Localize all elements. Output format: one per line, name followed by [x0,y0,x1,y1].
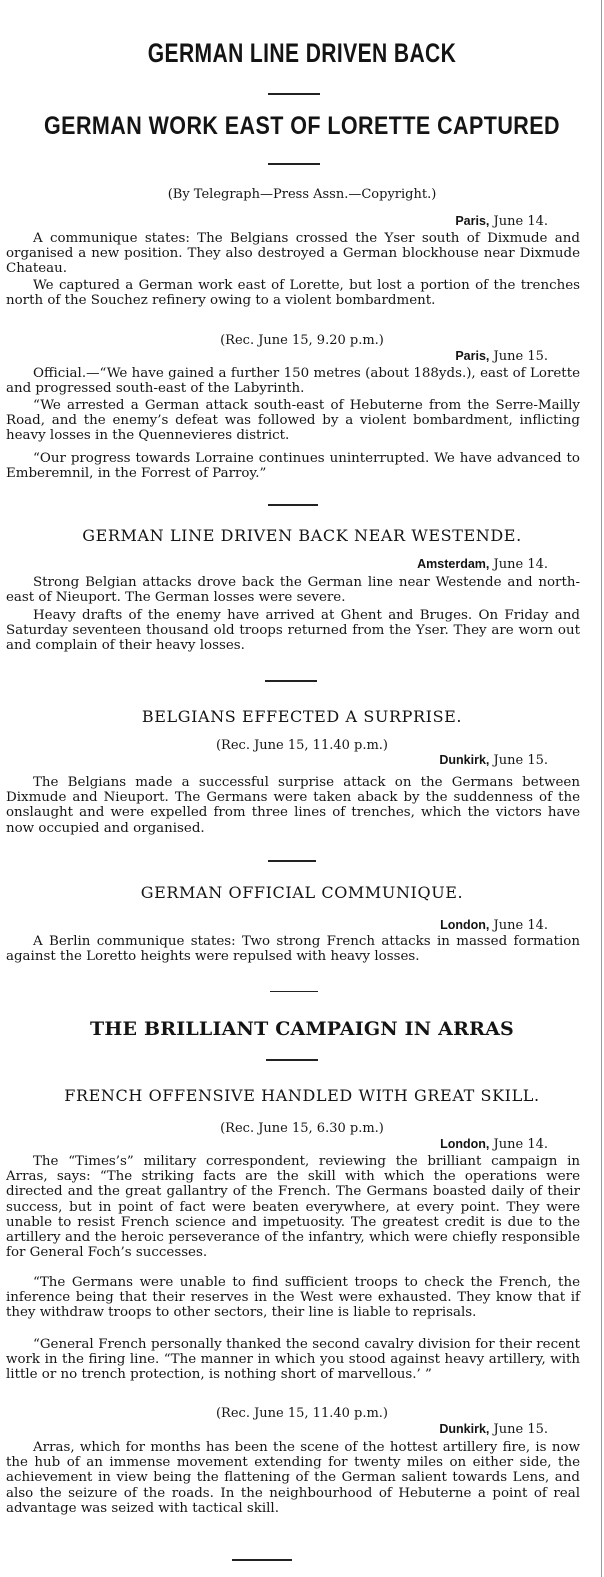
dateline-date: June 15. [493,753,548,768]
feature-heading: THE BRILLIANT CAMPAIGN IN ARRAS [90,1018,514,1040]
dateline [417,557,548,572]
received-line: (Rec. June 15, 11.40 p.m.) [215,1406,389,1421]
paragraph: Heavy drafts of the enemy have arrived at Ghent and Bruges. On Friday and Saturday seventeen thousand old troops returned from the Yser. They are worn out and complain of their heavy losses. [6,608,580,654]
paragraph: The Belgians made a successful surprise attack on the Germans between Dixmude and Nieuport. The Germans were taken aback by the suddenness of the onslaught and were expelled from three lines of trenches, which the victors have now occupied and organised. [6,775,580,836]
paragraph: “Our progress towards Lorraine continues uninterrupted. We have advanced to Emberemnil, in the Forrest of Parroy.” [6,451,580,482]
dateline-date: June 15. [493,349,548,364]
paragraph: “General French personally thanked the second cavalry division for their recent work in the firing line. “The manner in which you stood against heavy artillery, with little or no trench protection, is nothing short of marvellous.’ ” [6,1337,580,1383]
paragraph: Official.—“We have gained a further 150 metres (about 188yds.), east of Lorette and progressed south-east of the Labyrinth. [6,366,580,397]
received-line: (Rec. June 15, 6.30 p.m.) [220,1121,384,1136]
paragraph: Strong Belgian attacks drove back the German line near Westende and north-east of Nieuport. The German losses were severe. [6,575,580,606]
section-heading: BELGIANS EFFECTED A SURPRISE. [141,707,463,726]
dateline-place: Paris, [455,349,490,363]
dateline-date: June 14. [493,214,548,229]
paragraph: “The Germans were unable to find sufficient troops to check the French, the inference being that their reserves in the West were exhausted. They know that if they withdraw troops to other sectors, their line is liable to reprisals. [6,1275,580,1321]
dateline [439,753,548,768]
divider [268,93,320,95]
divider [266,1059,318,1061]
paragraph: The “Times’s” military correspondent, reviewing the brilliant campaign in Arras, says: “The striking facts are the skill with which the operations were directed and the great gallantry of the French. The Germans boasted daily of their success, but in point of fact were beaten everywhere, at every point. They were unable to resist French science and impetuosity. The greatest credit is due to the artillery and the heroic perseverance of the infantry, which were chiefly responsible for General Foch’s successes. [6,1154,580,1261]
dateline [455,349,548,364]
section-heading: FRENCH OFFENSIVE HANDLED WITH GREAT SKILL. [64,1086,540,1105]
divider [265,680,317,682]
divider [232,1559,292,1561]
paragraph: Arras, which for months has been the scene of the hottest artillery fire, is now the hub of an immense movement extending for twenty miles on either side, the achievement in view being the flattening of the German salient towards Lens, and also the seizure of the roads. In the neighbourhood of Hebuterne a point of real advantage was seized with tactical skill. [6,1440,580,1516]
section-heading: GERMAN OFFICIAL COMMUNIQUE. [140,883,464,902]
headline: GERMAN LINE DRIVEN BACK [147,38,457,68]
column-rule [601,0,602,1577]
credit-line: (By Telegraph—Press Assn.—Copyright.) [167,187,437,202]
divider [268,860,316,862]
dateline-date: June 14. [493,557,548,572]
dateline [440,918,548,933]
dateline-place: London, [440,918,490,932]
divider [268,163,320,165]
paragraph: We captured a German work east of Lorette, but lost a portion of the trenches north of the Souchez refinery owing to a violent bombardment. [6,278,580,309]
paragraph: A Berlin communique states: Two strong French attacks in massed formation against the Loretto heights were repulsed with heavy losses. [6,934,580,965]
divider [270,991,318,992]
received-line: (Rec. June 15, 11.40 p.m.) [215,738,389,753]
divider [268,504,318,506]
dateline-place: London, [440,1137,490,1151]
subheadline: GERMAN WORK EAST OF LORETTE CAPTURED [44,112,560,140]
dateline-place: Paris, [455,214,490,228]
dateline-place: Amsterdam, [417,557,490,571]
dateline-date: June 14. [493,918,548,933]
dateline [455,214,548,229]
received-line: (Rec. June 15, 9.20 p.m.) [220,333,384,348]
paragraph: “We arrested a German attack south-east of Hebuterne from the Serre-Mailly Road, and the enemy’s defeat was followed by a violent bombardment, inflicting heavy losses in the Quennevieres district. [6,398,580,444]
dateline-place: Dunkirk, [439,753,490,767]
dateline-place: Dunkirk, [439,1422,490,1436]
section-heading: GERMAN LINE DRIVEN BACK NEAR WESTENDE. [82,526,522,545]
paragraph: A communique states: The Belgians crossed the Yser south of Dixmude and organised a new position. They also destroyed a German blockhouse near Dixmude Chateau. [6,231,580,277]
dateline-date: June 14. [493,1137,548,1152]
dateline [439,1422,548,1437]
dateline [440,1137,548,1152]
dateline-date: June 15. [493,1422,548,1437]
